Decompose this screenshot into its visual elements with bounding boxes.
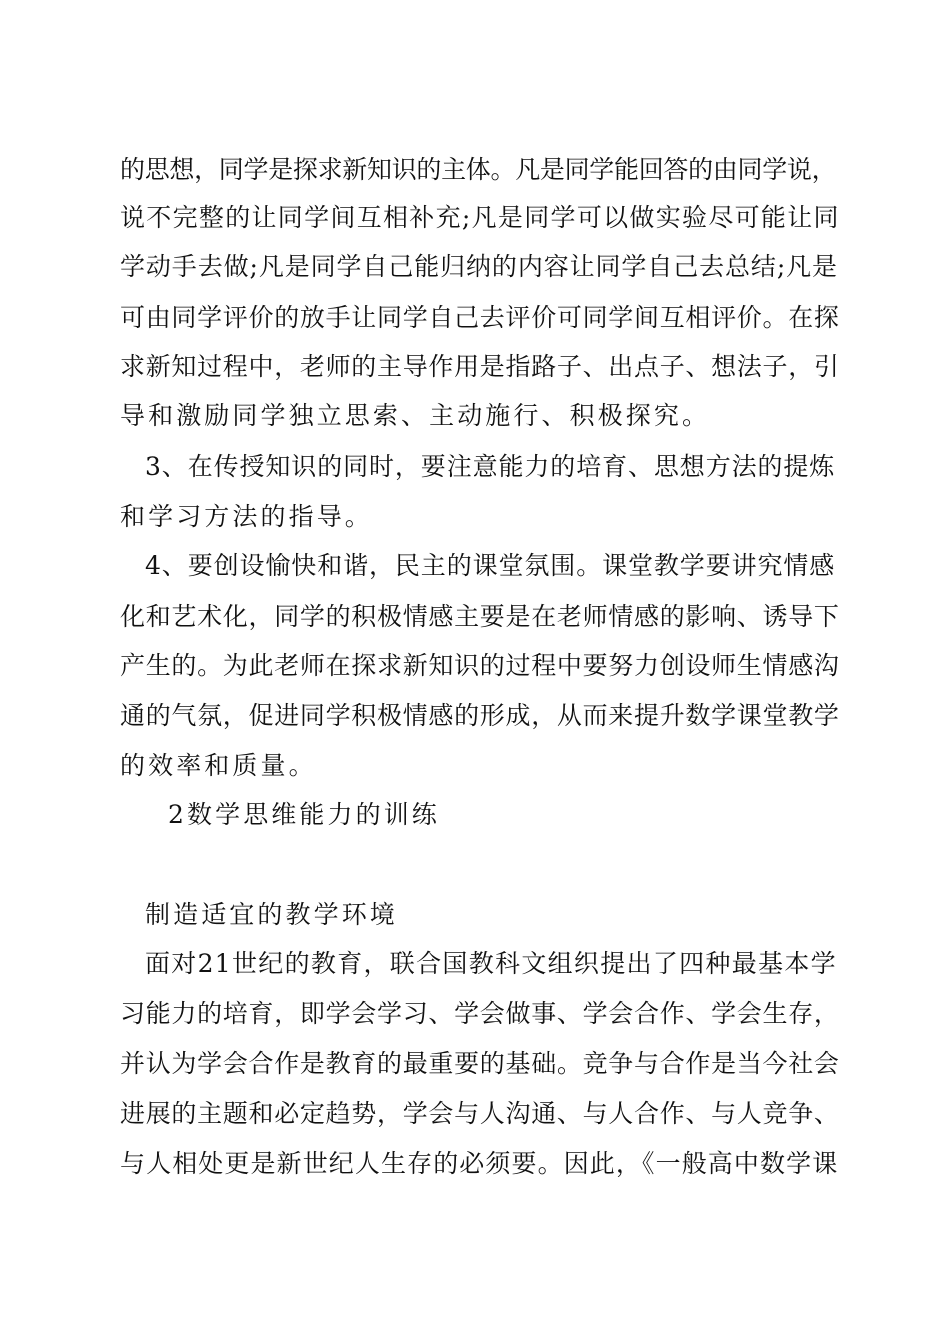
paragraph-line: 说不完整的让同学间互相补充;凡是同学可以做实验尽可能让同 — [120, 203, 840, 232]
paragraph-line: 产生的。为此老师在探求新知识的过程中要努力创设师生情感沟 — [120, 651, 840, 680]
paragraph-line: 的效率和质量。 — [120, 751, 317, 780]
paragraph-line: 学动手去做;凡是同学自己能归纳的内容让同学自己去总结;凡是 — [120, 252, 838, 281]
paragraph-line: 3、在传授知识的同时，要注意能力的培育、思想方法的提炼 — [145, 452, 836, 481]
paragraph-line: 与人相处更是新世纪人生存的必须要。因此，《一般高中数学课 — [120, 1149, 839, 1178]
paragraph-line: 的思想，同学是探求新知识的主体。凡是同学能回答的由同学说， — [120, 155, 837, 184]
section-heading: 2数学思维能力的训练 — [168, 800, 440, 829]
paragraph-line: 导和激励同学独立思索、主动施行、积极探究。 — [120, 401, 711, 430]
paragraph-line: 求新知过程中，老师的主导作用是指路子、出点子、想法子，引 — [120, 352, 840, 381]
paragraph-line: 和学习方法的指导。 — [120, 502, 373, 531]
paragraph-line: 习能力的培育，即学会学习、学会做事、学会合作、学会生存， — [120, 999, 840, 1028]
paragraph-line: 并认为学会合作是教育的最重要的基础。竞争与合作是当今社会 — [120, 1049, 840, 1078]
paragraph-line: 面对21世纪的教育，联合国教科文组织提出了四种最基本学 — [145, 949, 837, 978]
paragraph-line: 化和艺术化，同学的积极情感主要是在老师情感的影响、诱导下 — [120, 602, 840, 631]
subsection-heading: 制造适宜的教学环境 — [145, 900, 398, 929]
paragraph-line: 可由同学评价的放手让同学自己去评价可同学间互相评价。在探 — [120, 303, 840, 332]
paragraph-line: 进展的主题和必定趋势，学会与人沟通、与人合作、与人竞争、 — [120, 1099, 840, 1128]
paragraph-line: 4、要创设愉快和谐，民主的课堂氛围。课堂教学要讲究情感 — [145, 551, 836, 580]
paragraph-line: 通的气氛，促进同学积极情感的形成，从而来提升数学课堂教学 — [120, 701, 840, 730]
